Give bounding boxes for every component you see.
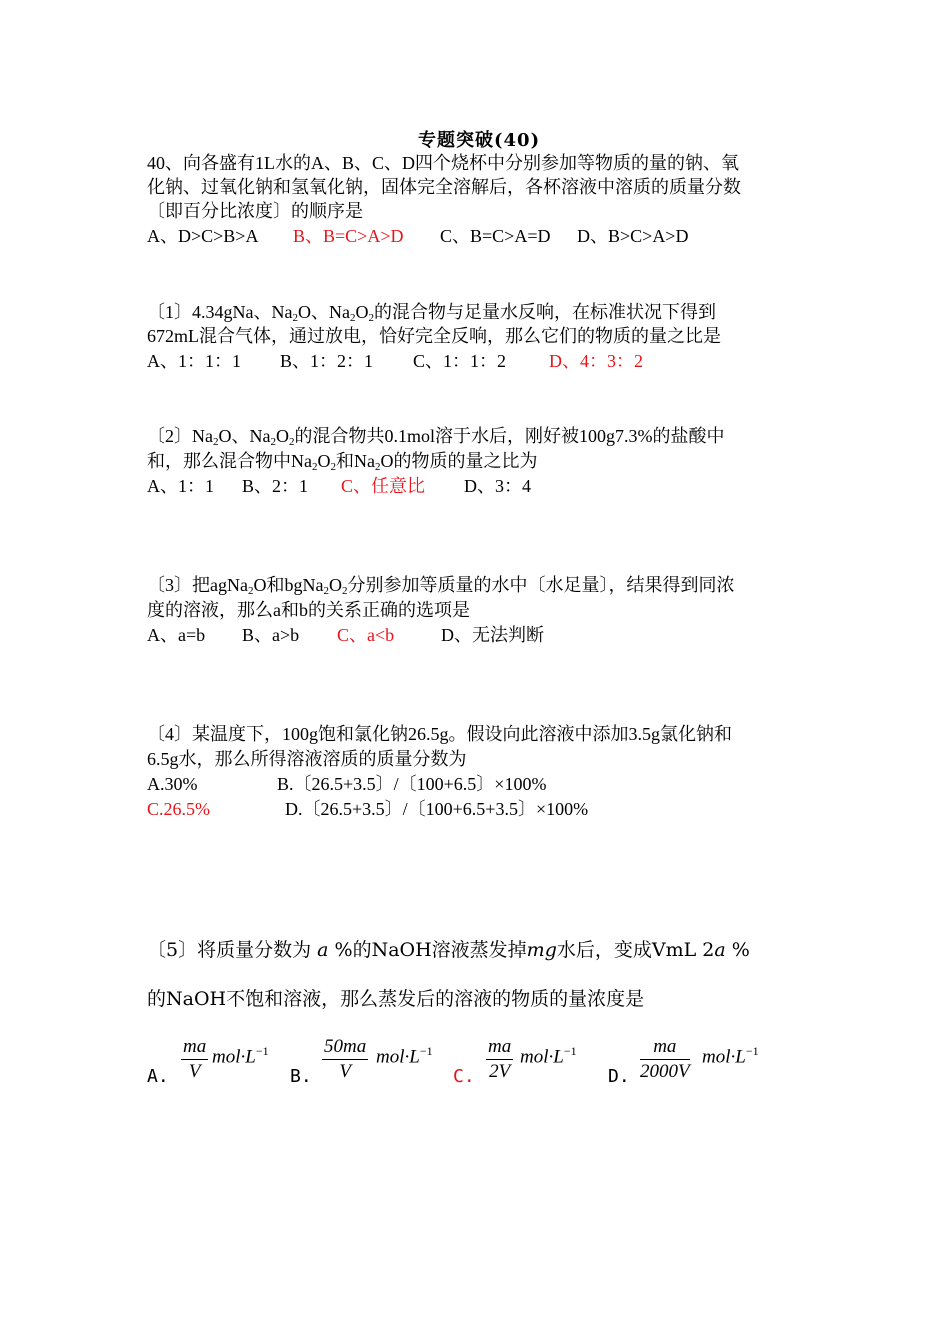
q40-option-b: B、B=C>A>D	[293, 226, 404, 246]
q2-option-a: A、1：1	[147, 476, 214, 496]
q4-stem-line2: 6.5g水，那么所得溶液溶质的质量分数为	[147, 749, 467, 769]
q5-stem-line1: 〔5〕将质量分数为 a %的NaOH溶液蒸发掉mg水后，变成VmL 2a %	[147, 939, 750, 961]
q4-stem-line1: 〔4〕某温度下，100g饱和氯化钠26.5g。假设向此溶液中添加3.5g氯化钠和	[147, 724, 732, 744]
q1-stem-line2: 672mL混合气体，通过放电，恰好完全反响，那么它们的物质的量之比是	[147, 326, 721, 346]
q3-option-d: D、无法判断	[441, 625, 544, 645]
q5-option-d-label: D.	[608, 1066, 630, 1087]
q40-option-d: D、B>C>A>D	[577, 226, 689, 246]
q3-option-b: B、a>b	[242, 625, 300, 645]
page-title: 专题突破(40)	[418, 130, 541, 151]
q40-stem-line3: 〔即百分比浓度〕的顺序是	[147, 201, 363, 221]
q2-option-d: D、3：4	[464, 476, 531, 496]
q1-option-b: B、1：2：1	[280, 351, 374, 371]
q1-option-d: D、4：3：2	[549, 351, 643, 371]
q1-option-c: C、1：1：2	[413, 351, 507, 371]
q4-option-c: C.26.5%	[147, 799, 210, 819]
q3-option-c: C、a<b	[337, 625, 395, 645]
q4-option-d: D.〔26.5+3.5〕/〔100+6.5+3.5〕×100%	[285, 799, 589, 819]
q5-stem-line2: 的NaOH不饱和溶液，那么蒸发后的溶液的物质的量浓度是	[147, 988, 645, 1010]
q2-stem-line1: 〔2〕$Na_2O$、$Na_2O_2$的混合物共0.1mol溶于水后，刚好被100g7.3%的盐酸中	[147, 426, 725, 448]
q5-option-c-fraction: $\frac{ma}{2V}$	[488, 1036, 512, 1082]
q5-option-a-label: A.	[147, 1066, 169, 1087]
q3-stem-line1: 〔3〕把agNa$_2$O和$bgNa_2O_2$分别参加等质量的水中〔水足量〕，结果得到同浓	[147, 575, 735, 597]
q5-option-b-label: B.	[290, 1066, 312, 1087]
q4-option-a: A.30%	[147, 774, 198, 794]
q5-option-b-fraction: $\frac{50ma}{V}$	[324, 1036, 367, 1082]
q5-option-c-label: C.	[453, 1066, 475, 1087]
q40-option-c: C、B=C>A=D	[440, 226, 551, 246]
q2-option-c: C、任意比	[341, 476, 426, 496]
q4-option-b: B.〔26.5+3.5〕/〔100+6.5〕×100%	[277, 774, 547, 794]
q5-option-c-unit: $mol\cdot L^{-1}$	[520, 1044, 577, 1068]
q5-option-d-unit: $mol\cdot L^{-1}$	[702, 1044, 759, 1068]
q3-stem-line2: 度的溶液，那么a和b的关系正确的选项是	[147, 600, 470, 620]
q3-option-a: A、a=b	[147, 625, 206, 645]
q5-option-d-fraction: $\frac{ma}{2000V}$	[640, 1036, 690, 1082]
q5-option-a-fraction: $\frac{ma}{V}$	[183, 1036, 207, 1082]
q2-option-b: B、2：1	[242, 476, 309, 496]
q40-stem-line2: 化钠、过氧化钠和氢氧化钠，固体完全溶解后，各杯溶液中溶质的质量分数	[147, 177, 741, 197]
q40-option-a: A、D>C>B>A	[147, 226, 259, 246]
q5-option-b-unit: $mol\cdot L^{-1}$	[376, 1044, 433, 1068]
q40-stem-line1: 40、向各盛有1L水的A、B、C、D四个烧杯中分别参加等物质的量的钠、氧	[147, 153, 740, 173]
q5-option-a-unit: $mol\cdot L^{-1}$	[212, 1044, 269, 1068]
q2-stem-line2: 和，那么混合物中$Na_2O_2$和$Na_2O$的物质的量之比为	[147, 451, 538, 473]
q1-stem-line1: 〔1〕4.34gNa、$Na_2O$、$Na_2O_2$的混合物与足量水反响，在标准状况下得到	[147, 302, 716, 324]
q1-option-a: A、1：1：1	[147, 351, 241, 371]
